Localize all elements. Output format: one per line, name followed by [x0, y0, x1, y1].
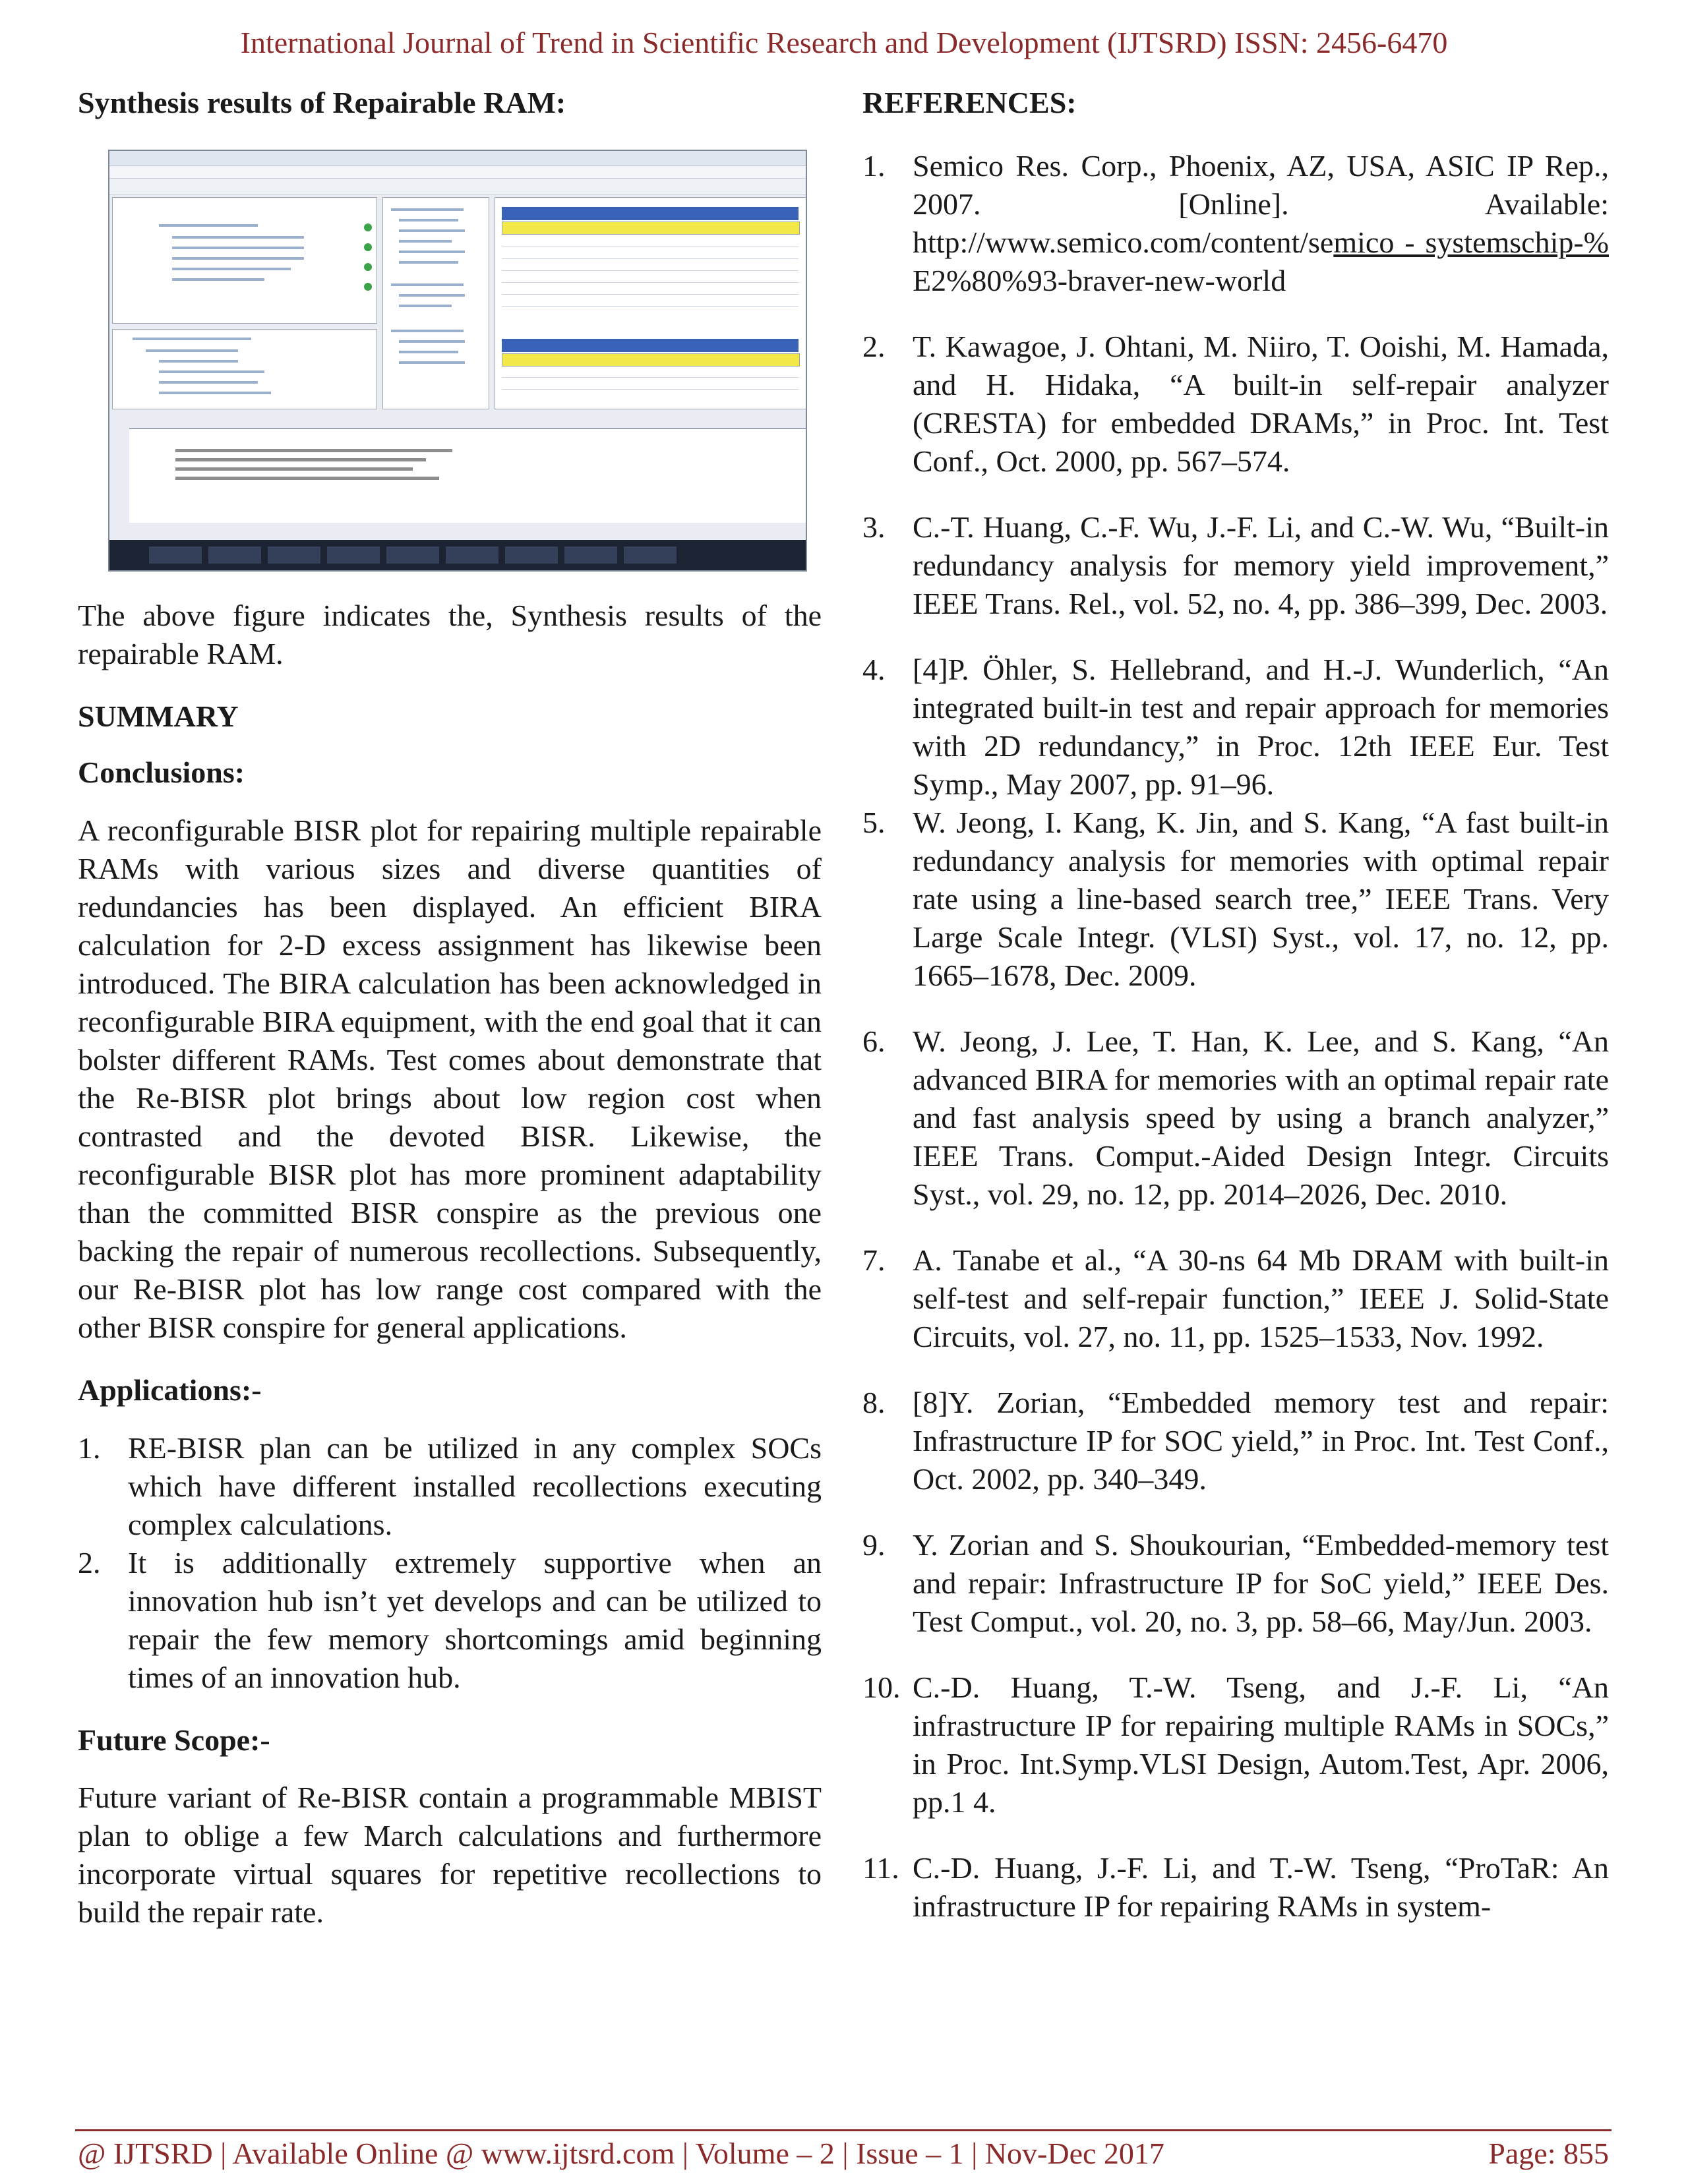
figure-processes-panel — [112, 329, 377, 409]
footer-journal-info: @ IJTSRD | Available Online @ www.ijtsrd.com | Volume – 2 | Issue – 1 | Nov-Dec 2017 — [78, 2137, 1164, 2170]
synthesis-results-screenshot — [108, 150, 807, 572]
future-scope-heading: Future Scope:- — [78, 1723, 270, 1757]
reference-item: 11. C.-D. Huang, J.-F. Li, and T.-W. Tseng, “ProTaR: An infrastructure IP for repairing RAMs in system- — [862, 1850, 1609, 1923]
reference-item: 9. Y. Zorian and S. Shoukourian, “Embedded-memory test and repair: Infrastructure IP for SoC yield,” IEEE Des. Test Comput., vol. 20, no. 3, pp. 58–66, May/Jun. 2003. — [862, 1527, 1609, 1638]
left-column — [78, 86, 822, 1958]
synthesis-heading: Synthesis results of Repairable RAM: — [78, 86, 566, 119]
figure-utilization-report — [495, 197, 807, 409]
references-heading: REFERENCES: — [862, 86, 1077, 119]
figure-titlebar — [109, 151, 806, 166]
summary-heading: SUMMARY — [78, 699, 239, 733]
references-list — [862, 147, 1609, 1926]
reference-item: 3. C.-T. Huang, C.-F. Wu, J.-F. Li, and C.-W. Wu, “Built-in redundancy analysis for memory yield improvement,” IEEE Trans. Rel., vol. 52, no. 4, pp. 386–399, Dec. 2003. — [862, 510, 1609, 620]
list-item: 1. RE-BISR plan can be utilized in any complex SOCs which have different installed recollections executing complex calculations. — [78, 1431, 822, 1541]
applications-list — [78, 1429, 822, 1697]
reference-item: 8. [8]Y. Zorian, “Embedded memory test and repair: Infrastructure IP for SOC yield,” in Proc. Int. Test Conf., Oct. 2002, pp. 340–349. — [862, 1385, 1609, 1496]
reference-item: 1. Semico Res. Corp., Phoenix, AZ, USA, ASIC IP Rep., 2007. [Online]. Available: http://www.semico.com/content/semico - systemschip-% E2%80%93-braver-new-world — [862, 148, 1609, 297]
conclusions-heading: Conclusions: — [78, 755, 245, 789]
figure-taskbar — [109, 540, 806, 570]
journal-header: International Journal of Trend in Scientific Research and Development (IJTSRD) ISSN: 2456-6470 — [240, 26, 1448, 59]
figure-design-summary-tree — [382, 197, 489, 409]
reference-item: 2. T. Kawagoe, J. Ohtani, M. Niiro, T. Ooishi, M. Hamada, and H. Hidaka, “A built-in self-repair analyzer (CRESTA) for embedded DRAMs,” in Proc. Int. Test Conf., Oct. 2000, pp. 567–574. — [862, 329, 1609, 478]
conclusions-text: A reconfigurable BISR plot for repairing multiple repairable RAMs with various sizes and diverse quantities of redundancies has been displayed. An efficient BIRA calculation for 2-D excess assignment has likewise been introduced. The BIRA calculation has been acknowledged in reconfigurable BIRA equipment, with the end goal that it can bolster different RAMs. Test comes about demonstrate that the Re-BISR plot brings about low region cost when contrasted and the devoted BISR. Likewise, the reconfigurable BISR plot has more prominent adaptability than the committed BISR conspire as the previous one backing the repair of numerous recollections. Subsequently, our Re-BISR plot has low range cost compared with the other BISR conspire for general applications. — [78, 813, 822, 1344]
page-number: Page: 855 — [1488, 2137, 1609, 2170]
figure-hierarchy-panel — [112, 197, 377, 324]
reference-item: 7. A. Tanabe et al., “A 30-ns 64 Mb DRAM with built-in self-test and self-repair function,” IEEE J. Solid-State Circuits, vol. 27, no. 11, pp. 1525–1533, Nov. 1992. — [862, 1243, 1609, 1353]
figure-menubar — [109, 166, 806, 179]
reference-item: 6. W. Jeong, J. Lee, T. Han, K. Lee, and S. Kang, “An advanced BIRA for memories with an optimal repair rate and fast analysis speed by using a branch analyzer,” IEEE Trans. Comput.-Aided Design Integr. Circuits Syst., vol. 29, no. 12, pp. 2014–2026, Dec. 2010. — [862, 1024, 1609, 1211]
figure-caption-text: The above figure indicates the, Synthesis results of the repairable RAM. — [78, 598, 822, 670]
future-scope-text: Future variant of Re-BISR contain a programmable MBIST plan to oblige a few March calculations and furthermore incorporate virtual squares for repetitive recollections to build the repair rate. — [78, 1781, 822, 1930]
reference-item: 10. C.-D. Huang, T.-W. Tseng, and J.-F. Li, “An infrastructure IP for repairing multiple RAMs in SOCs,” in Proc. Int.Symp.VLSI Design, Autom.Test, Apr. 2006, pp.1 4. — [862, 1670, 1609, 1819]
right-column — [862, 86, 1609, 1926]
figure-console-panel — [129, 428, 806, 523]
reference-item: 4. [4]P. Öhler, S. Hellebrand, and H.-J. Wunderlich, “An integrated built-in test and repair approach for memories with 2D redundancy,” in Proc. 12th IEEE Eur. Test Symp., May 2007, pp. 91–96. — [862, 652, 1609, 801]
page-footer — [78, 2136, 1609, 2171]
footer-divider — [75, 2129, 1612, 2131]
list-item: 2. It is additionally extremely supportive when an innovation hub isn’t yet develops and can be utilized to repair the few memory shortcomings amid beginning times of an innovation hub. — [78, 1545, 822, 1694]
reference-item: 5. W. Jeong, I. Kang, K. Jin, and S. Kang, “A fast built-in redundancy analysis for memories with optimal repair rate using a line-based search tree,” IEEE Trans. Very Large Scale Integr. (VLSI) Syst., vol. 17, no. 12, pp. 1665–1678, Dec. 2009. — [862, 805, 1609, 992]
figure-toolbar — [109, 179, 806, 195]
applications-heading: Applications:- — [78, 1372, 262, 1407]
